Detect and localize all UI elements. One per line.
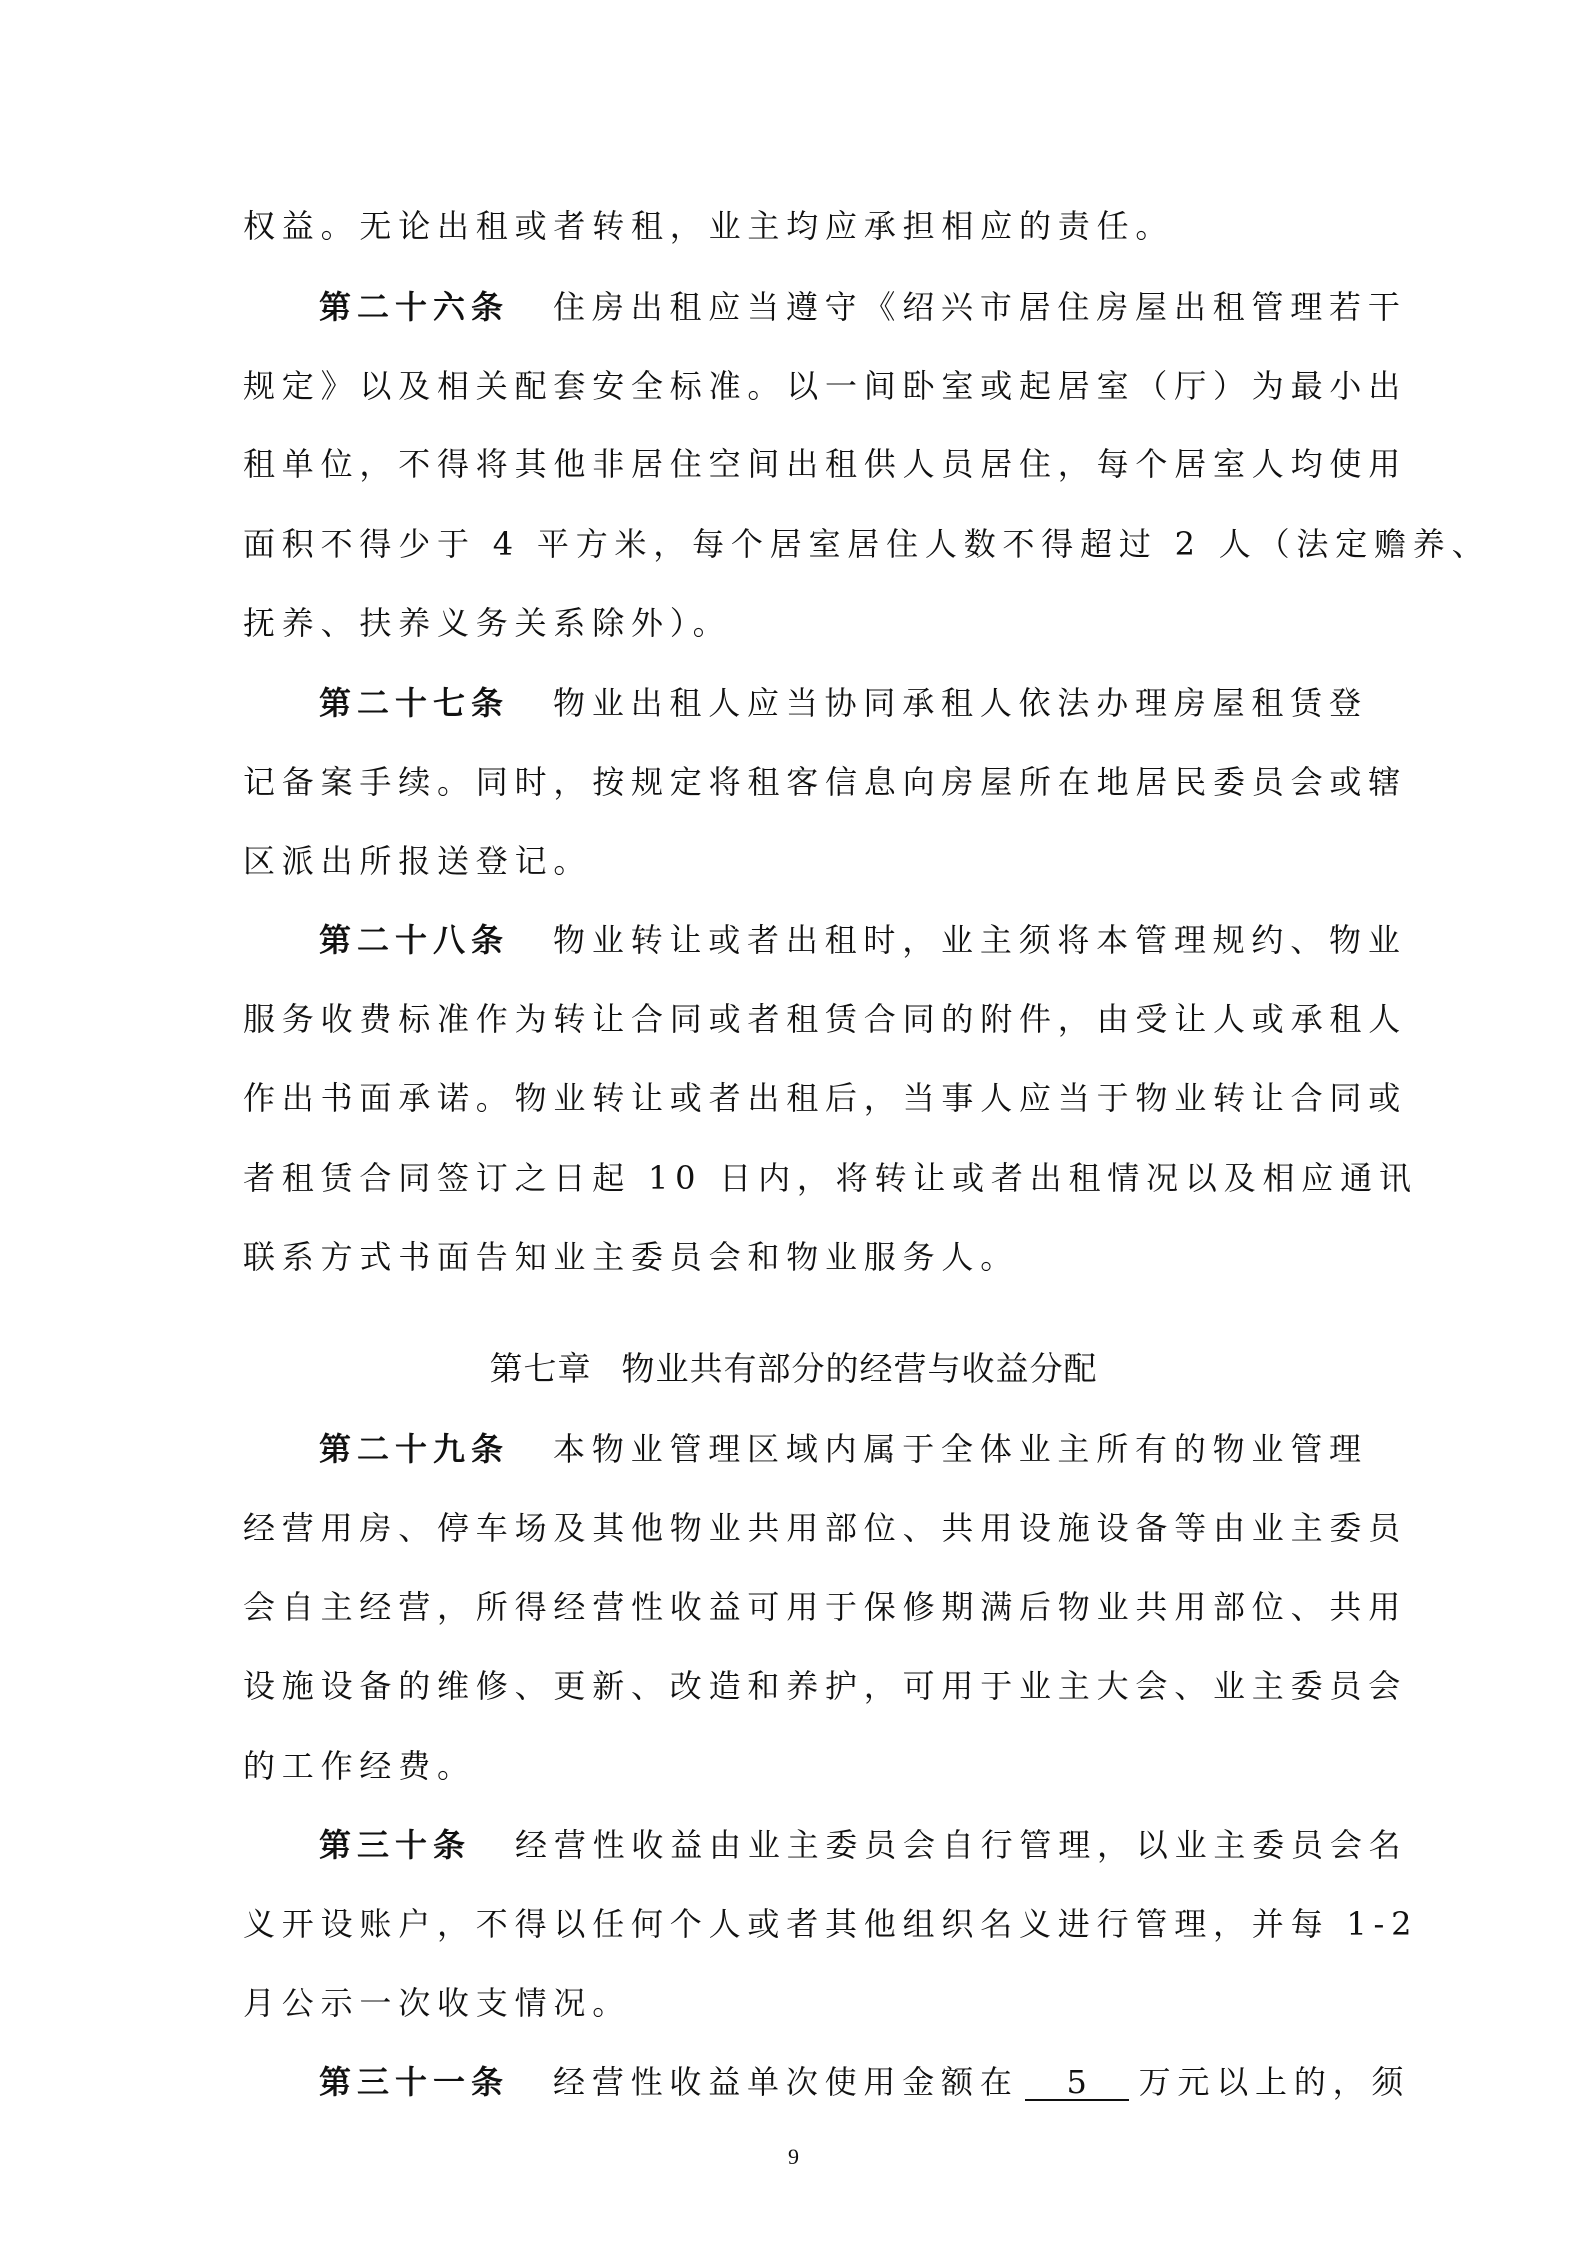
page-number: 9 (788, 2144, 799, 2169)
article-text: 本物业管理区域内属于全体业主所有的物业管理 (553, 1430, 1368, 1468)
text-line: 规定》以及相关配套安全标准。以一间卧室或起居室（厅）为最小出 (243, 367, 1408, 405)
text-line: 者租赁合同签订之日起 10 日内，将转让或者出租情况以及相应通讯 (243, 1159, 1418, 1197)
article-27 (319, 683, 1368, 723)
article-text: 住房出租应当遵守《绍兴市居住房屋出租管理若干 (553, 288, 1407, 326)
text-line: 的工作经费。 (243, 1747, 476, 1785)
text-line: 权益。无论出租或者转租，业主均应承担相应的责任。 (243, 207, 1175, 245)
text-line: 经营用房、停车场及其他物业共用部位、共用设施设备等由业主委员 (243, 1509, 1408, 1547)
text-line: 作出书面承诺。物业转让或者出租后，当事人应当于物业转让合同或 (243, 1079, 1408, 1117)
article-label: 第三十条 (319, 1826, 472, 1864)
article-text: 物业转让或者出租时，业主须将本管理规约、物业 (553, 921, 1407, 959)
text-line: 月公示一次收支情况。 (243, 1984, 632, 2022)
article-text: 经营性收益单次使用金额在 (553, 2063, 1019, 2101)
text-line: 会自主经营，所得经营性收益可用于保修期满后物业共用部位、共用 (243, 1588, 1408, 1626)
text-line: 抚养、扶养义务关系除外）。 (243, 604, 732, 642)
article-29 (319, 1429, 1368, 1469)
text-line: 租单位，不得将其他非居住空间出租供人员居住，每个居室人均使用 (243, 445, 1408, 483)
text-line: 联系方式书面告知业主委员会和物业服务人。 (243, 1238, 1020, 1276)
article-26 (319, 287, 1407, 327)
text-line: 服务收费标准作为转让合同或者租赁合同的附件，由受让人或承租人 (243, 1000, 1408, 1038)
text-line: 记备案手续。同时，按规定将租客信息向房屋所在地居民委员会或辖 (243, 763, 1408, 801)
text-line: 设施设备的维修、更新、改造和养护，可用于业主大会、业主委员会 (243, 1667, 1408, 1705)
chapter-number: 第七章 (489, 1349, 592, 1388)
article-label: 第三十一条 (319, 2063, 510, 2101)
article-text: 物业出租人应当协同承租人依法办理房屋租赁登 (553, 684, 1368, 722)
article-label: 第二十六条 (319, 288, 510, 326)
fill-in-amount: 5 (1025, 2065, 1129, 2101)
article-28 (319, 920, 1407, 960)
article-30 (319, 1825, 1407, 1865)
article-text: 经营性收益由业主委员会自行管理，以业主委员会名 (515, 1826, 1408, 1864)
article-label: 第二十八条 (319, 921, 510, 959)
article-text: 万元以上的，须 (1138, 2063, 1411, 2101)
chapter-title: 物业共有部分的经营与收益分配 (621, 1349, 1098, 1388)
chapter-heading (0, 1348, 1587, 1390)
text-line: 面积不得少于 4 平方米，每个居室居住人数不得超过 2 人（法定赡养、 (243, 525, 1491, 563)
text-line: 区派出所报送登记。 (243, 842, 593, 880)
text-line: 义开设账户，不得以任何个人或者其他组织名义进行管理，并每 1-2 (243, 1905, 1419, 1943)
article-label: 第二十九条 (319, 1430, 510, 1468)
article-label: 第二十七条 (319, 684, 510, 722)
article-31 (319, 2062, 1410, 2102)
